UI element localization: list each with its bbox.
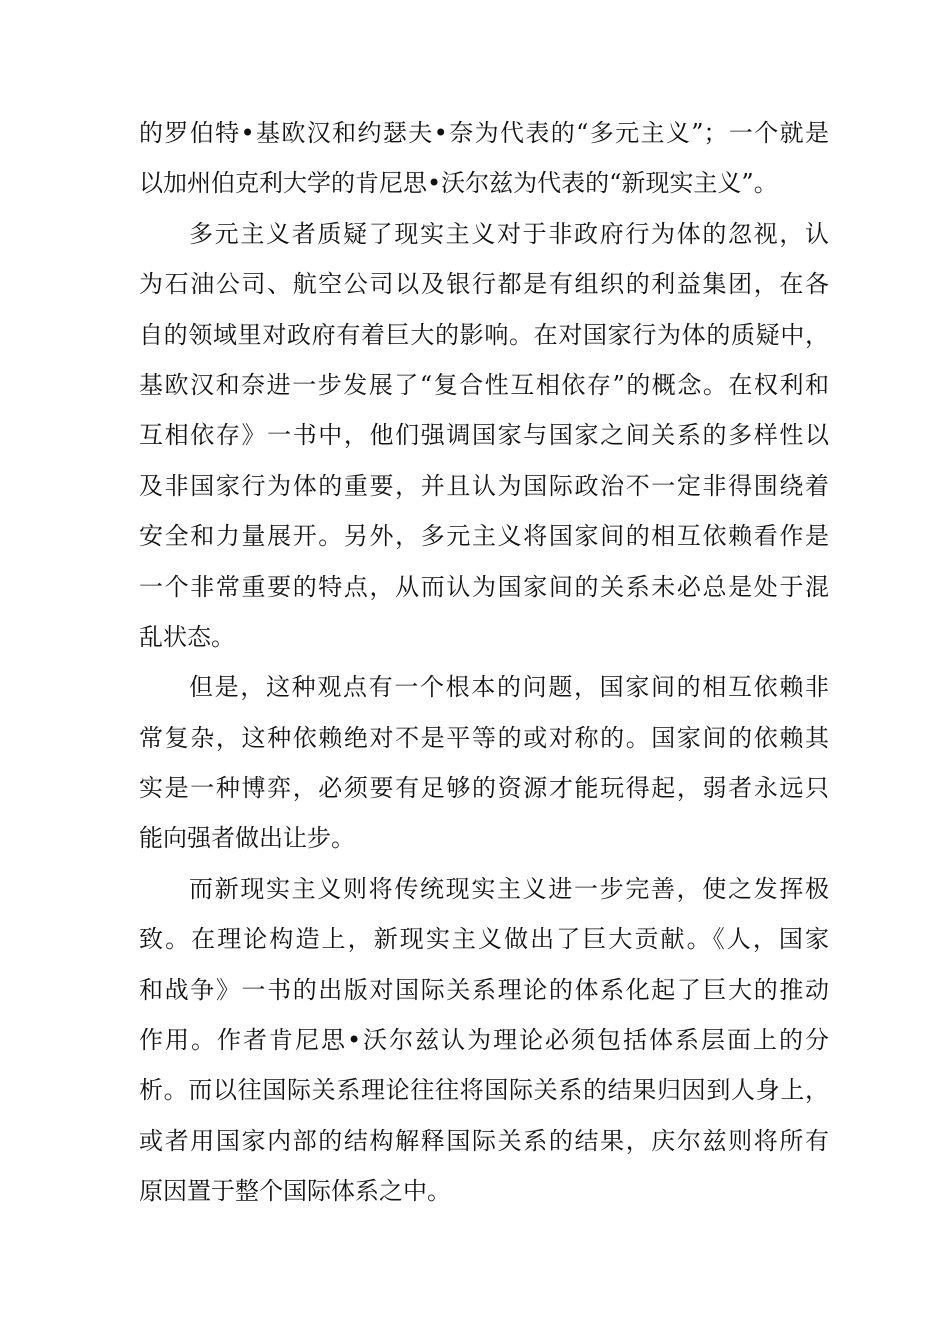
text-line: 或者用国家内部的结构解释国际关系的结果，庆尔兹则将所有 [139, 1126, 829, 1155]
text-line: 的罗伯特•基欧汉和约瑟夫•奈为代表的“多元主义”；一个就是 [139, 119, 829, 147]
paragraph [139, 864, 829, 1217]
paragraph [139, 209, 829, 663]
text-line: 乱状态。 [139, 622, 235, 651]
text-line: 以加州伯克利大学的肯尼思•沃尔兹为代表的“新现实主义”。 [139, 169, 778, 198]
text-line: 作用。作者肯尼思•沃尔兹认为理论必须包括体系层面上的分 [139, 1026, 829, 1055]
text-line: 多元主义者质疑了现实主义对于非政府行为体的忽视，认 [189, 219, 829, 248]
text-line: 但是，这种观点有一个根本的问题，国家间的相互依赖非 [189, 673, 829, 702]
text-line: 为石油公司、航空公司以及银行都是有组织的利益集团，在各 [139, 270, 829, 299]
text-line: 而新现实主义则将传统现实主义进一步完善，使之发挥极 [189, 874, 829, 903]
text-line: 实是一种博弈，必须要有足够的资源才能玩得起，弱者永远只 [139, 774, 829, 803]
text-line: 常复杂，这种依赖绝对不是平等的或对称的。国家间的依赖其 [139, 723, 829, 752]
text-line: 原因置于整个国际体系之中。 [139, 1177, 451, 1206]
text-line: 一个非常重要的特点，从而认为国家间的关系未必总是处于混 [139, 572, 829, 601]
text-line: 自的领域里对政府有着巨大的影响。在对国家行为体的质疑中， [139, 320, 829, 349]
text-line: 基欧汉和奈进一步发展了“复合性互相依存”的概念。在权利和 [139, 370, 829, 399]
text-line: 互相依存》一书中，他们强调国家与国家之间关系的多样性以 [139, 421, 829, 450]
body-text [139, 108, 829, 1217]
paragraph [139, 108, 829, 209]
text-line: 及非国家行为体的重要，并且认为国际政治不一定非得围绕着 [139, 471, 829, 500]
text-line: 致。在理论构造上，新现实主义做出了巨大贡献。《人，国家 [139, 925, 829, 954]
text-line: 安全和力量展开。另外，多元主义将国家间的相互依赖看作是 [139, 522, 829, 551]
paragraph [139, 662, 829, 864]
text-line: 能向强者做出让步。 [139, 824, 355, 853]
text-line: 析。而以往国际关系理论往往将国际关系的结果归因到人身上， [139, 1076, 829, 1105]
text-line: 和战争》一书的出版对国际关系理论的体系化起了巨大的推动 [139, 975, 829, 1004]
